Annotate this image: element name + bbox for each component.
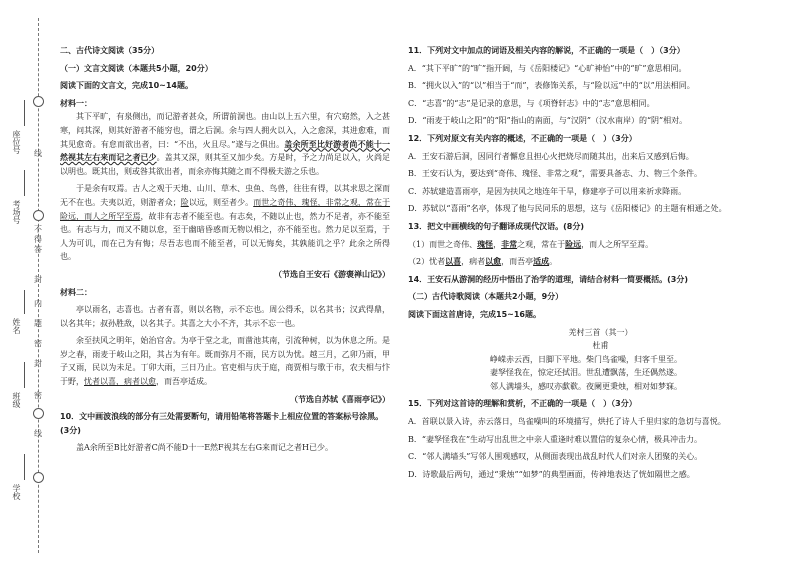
seal-char: 题 xyxy=(34,319,42,328)
underlined-word: 以喜 xyxy=(445,256,462,267)
passage-text: 。盖其又深，则其至又加少矣。方是时，予之力尚足以入，火尚足以明也。既其出，则或咎其欲出者，而余亦悔其随之而不得极夫游之乐也。 xyxy=(60,153,391,176)
question-14: 14．王安石从游洞的经历中悟出了治学的道理，请结合材料一简要概括。(3分) xyxy=(408,274,689,284)
exam-room-blank xyxy=(24,170,25,196)
binding-hole xyxy=(33,210,44,221)
passage-paragraph: 亭以雨名，志喜也。古者有喜，则以名物，示不忘也。周公得禾，以名其书；汉武得鼎，以名其年；叔孙胜敌，以名其子。其喜之大小不齐，其示不忘一也。 xyxy=(60,305,390,328)
option-a: A．首联以景入诗，赤云落日，鸟雀噪叫的环境描写，烘托了诗人千里归家的急切与喜悦。 xyxy=(408,417,726,427)
question-13-part-2 xyxy=(408,255,793,269)
passage-text: 以远，则至者少。 xyxy=(188,197,254,207)
reading-instruction: 阅读下面的文言文，完成10~14题。 xyxy=(60,81,193,91)
subsection-title: （二）古代诗歌阅读（本题共2小题，9分） xyxy=(408,292,564,302)
seal-char: 密 xyxy=(34,339,42,348)
sentence-text: （2）忧者 xyxy=(408,257,446,267)
option-c: C．苏轼建造喜雨亭，是因为扶风之地连年干旱，修建亭子可以用来祈求降雨。 xyxy=(408,186,687,196)
seal-char: 封 xyxy=(34,359,42,368)
seal-char: 得 xyxy=(34,235,42,244)
class-blank xyxy=(24,362,25,388)
binding-hole xyxy=(33,96,44,107)
underlined-sentence: 忧者以喜，病者以愈 xyxy=(84,377,156,387)
seal-char: 线 xyxy=(34,429,42,438)
sentence-text: （1）而世之奇伟、 xyxy=(408,239,478,249)
poem-title: 羌村三首（其一） xyxy=(568,327,633,337)
passage-text: ，故非有志者不能至也。有志矣，不随以止也，然力不足者，亦不能至也。有志与力，而又不随以怠，至于幽暗昏惑而无物以相之，亦不能至也。然力足以至焉，于人为可讥，而在己为有悔；尽吾志也而不能至者，可以无悔矣，其孰能讥之乎？此余之所得也。 xyxy=(60,211,390,262)
question-10-sentence: 盖A余所至B比好游者C尚不能D十一E然F视其左右G来而记之者H已少。 xyxy=(76,443,333,453)
binding-hole xyxy=(33,472,44,483)
question-12: 12．下列对原文有关内容的概述，不正确的一项是（ ）（3分） xyxy=(408,133,637,143)
source-citation: （节选自苏轼《喜雨亭记》） xyxy=(290,393,390,404)
option-b: B．“妻孥怪我在”生动写出乱世之中亲人重逢时难以置信的复杂心情，极具冲击力。 xyxy=(408,434,703,444)
seat-number-blank xyxy=(24,100,25,126)
passage-text: 其下平旷，有泉侧出，而记游者甚众，所谓前洞也。由山以上五六里，有穴窈然，入之甚寒，问其深，则其好游者不能穷也，谓之后洞。余与四人拥火以入，入之愈深，其进愈难，而其见愈奇。有怠而欲出者，曰：“不出，火且尽。”遂与之俱出。 xyxy=(60,112,390,149)
option-b: B．王安石认为，要达到“奇伟、瑰怪、非常之观”，需要具备志、力、物三个条件。 xyxy=(408,169,703,179)
sentence-text: ， xyxy=(493,239,502,249)
seat-number-label: 座位号 xyxy=(12,130,21,154)
school-blank xyxy=(24,454,25,480)
wavy-underlined-text: 盖余所至比好游者尚不能十一然视其左右来而记之者已少 xyxy=(60,138,390,163)
sentence-text: ，而吾亭 xyxy=(501,257,534,267)
poem-line: 邻人满墙头，感叹亦歔欷。夜阑更秉烛，相对如梦寐。 xyxy=(490,381,682,391)
passage-text: 余至扶风之明年，始治官舍。为亭于堂之北，而凿池其南，引流种树，以为休息之所。是岁之春，雨麦于岐山之阳，其占为有年。既而弥月不雨，民方以为忧。越三月，乙卯乃雨，甲子又雨，民以为未足。丁卯大雨，三日乃止。官吏相与庆于庭，商贾相与歌于市，农夫相与忭于野， xyxy=(60,336,390,387)
option-c: C．“志喜”的“志”是记录的意思，与《项脊轩志》中的“志”意思相同。 xyxy=(408,98,655,108)
left-column xyxy=(60,44,390,455)
class-label: 班级 xyxy=(12,392,21,408)
passage-text: ，而吾亭适成。 xyxy=(156,377,212,387)
passage-text: 于是余有叹焉。古人之观于天地、山川、草木、虫鱼、鸟兽，往往有得，以其求思之深而无不在也。夫夷以近，则游者众； xyxy=(60,184,390,207)
option-d: D．“雨麦于岐山之阳”的“阳”指山的南面，与“汉阴”（汉水南岸）的“阴”相对。 xyxy=(408,116,688,126)
underlined-word: 非常 xyxy=(501,238,518,249)
exam-room-label: 考场号 xyxy=(12,200,21,224)
poem-author: 杜甫 xyxy=(592,341,609,351)
source-citation: （节选自王安石《游褒禅山记》） xyxy=(274,268,390,279)
name-blank xyxy=(24,290,25,314)
seal-char: 答 xyxy=(34,245,42,254)
section-title: 二、古代诗文阅读（35分） xyxy=(60,46,160,55)
option-d: D．诗歌最后两句，通过“秉烛”“如梦”的典型画面，传神地表达了恍如隔世之感。 xyxy=(408,469,695,479)
option-c: C．“邻人满墙头”写邻人围观感叹，从侧面表现出战乱时代人们对亲人团聚的关心。 xyxy=(408,452,703,462)
seal-char: 不 xyxy=(34,225,42,234)
reading-instruction: 阅读下面这首唐诗，完成15~16题。 xyxy=(408,309,541,319)
underlined-word: 适成 xyxy=(533,256,550,267)
question-13: 13．把文中画横线的句子翻译成现代汉语。(8分) xyxy=(408,221,585,231)
material-title: 材料一： xyxy=(60,98,92,108)
right-column xyxy=(408,44,793,481)
underlined-sentence: 而世之奇伟、瑰怪，非常之观，常在于险远，而人之所罕至焉 xyxy=(60,197,391,221)
question-13-part-1 xyxy=(408,238,793,252)
seal-char: 线 xyxy=(34,149,42,158)
sentence-text: 。 xyxy=(549,257,558,267)
school-label: 学校 xyxy=(12,484,21,500)
question-11: 11．下列对文中加点的词语及相关内容的解说，不正确的一项是（ ）（3分） xyxy=(408,46,685,55)
sentence-text: 之观，常在于 xyxy=(517,239,566,249)
passage-paragraph xyxy=(60,334,390,388)
passage-paragraph xyxy=(60,182,390,264)
option-d: D．苏轼以“喜雨”名亭，体现了他与民同乐的思想，这与《岳阳楼记》的主题有相通之处。 xyxy=(408,204,727,214)
underlined-word: 险远 xyxy=(565,238,582,249)
seal-char: 封 xyxy=(34,275,42,284)
option-a: A．王安石游后洞，因同行者懈怠且担心火把烧尽而随其出，出来后又感到后悔。 xyxy=(408,151,694,161)
name-label: 姓名 xyxy=(12,318,21,334)
sentence-text: ，而人之所罕至焉。 xyxy=(581,239,654,249)
poem-line: 妻孥怪我在，惊定还拭泪。世乱遭飘荡，生还偶然遂。 xyxy=(490,368,682,378)
option-a: A．“其下平旷”的“旷”指开阔，与《岳阳楼记》“心旷神怡”中的“旷”意思相同。 xyxy=(408,63,687,73)
passage-paragraph xyxy=(60,110,390,178)
seal-char: 内 xyxy=(34,299,42,308)
underlined-word: 瑰怪 xyxy=(477,238,494,249)
poem-line: 峥嵘赤云西，日脚下平地。柴门鸟雀噪，归客千里至。 xyxy=(490,354,682,364)
binding-margin xyxy=(0,0,52,566)
question-10: 10．文中画波浪线的部分有三处需要断句，请用铅笔将答题卡上相应位置的答案标号涂黑。(3分) xyxy=(60,412,384,435)
sentence-text: ，病者 xyxy=(461,257,486,267)
underlined-word: 险 xyxy=(180,197,189,207)
binding-hole xyxy=(33,408,44,419)
option-b: B．“拥火以入”的“以”相当于“而”，表修饰关系，与“险以远”中的“以”用法相同。 xyxy=(408,81,695,91)
seal-char: 密 xyxy=(34,391,42,400)
subsection-title: （一）文言文阅读（本题共5小题，20分） xyxy=(60,63,213,73)
question-15: 15．下列对这首诗的理解和赏析，不正确的一项是（ ）（3分） xyxy=(408,399,637,409)
material-title: 材料二： xyxy=(60,287,92,297)
underlined-word: 以愈 xyxy=(485,256,502,267)
